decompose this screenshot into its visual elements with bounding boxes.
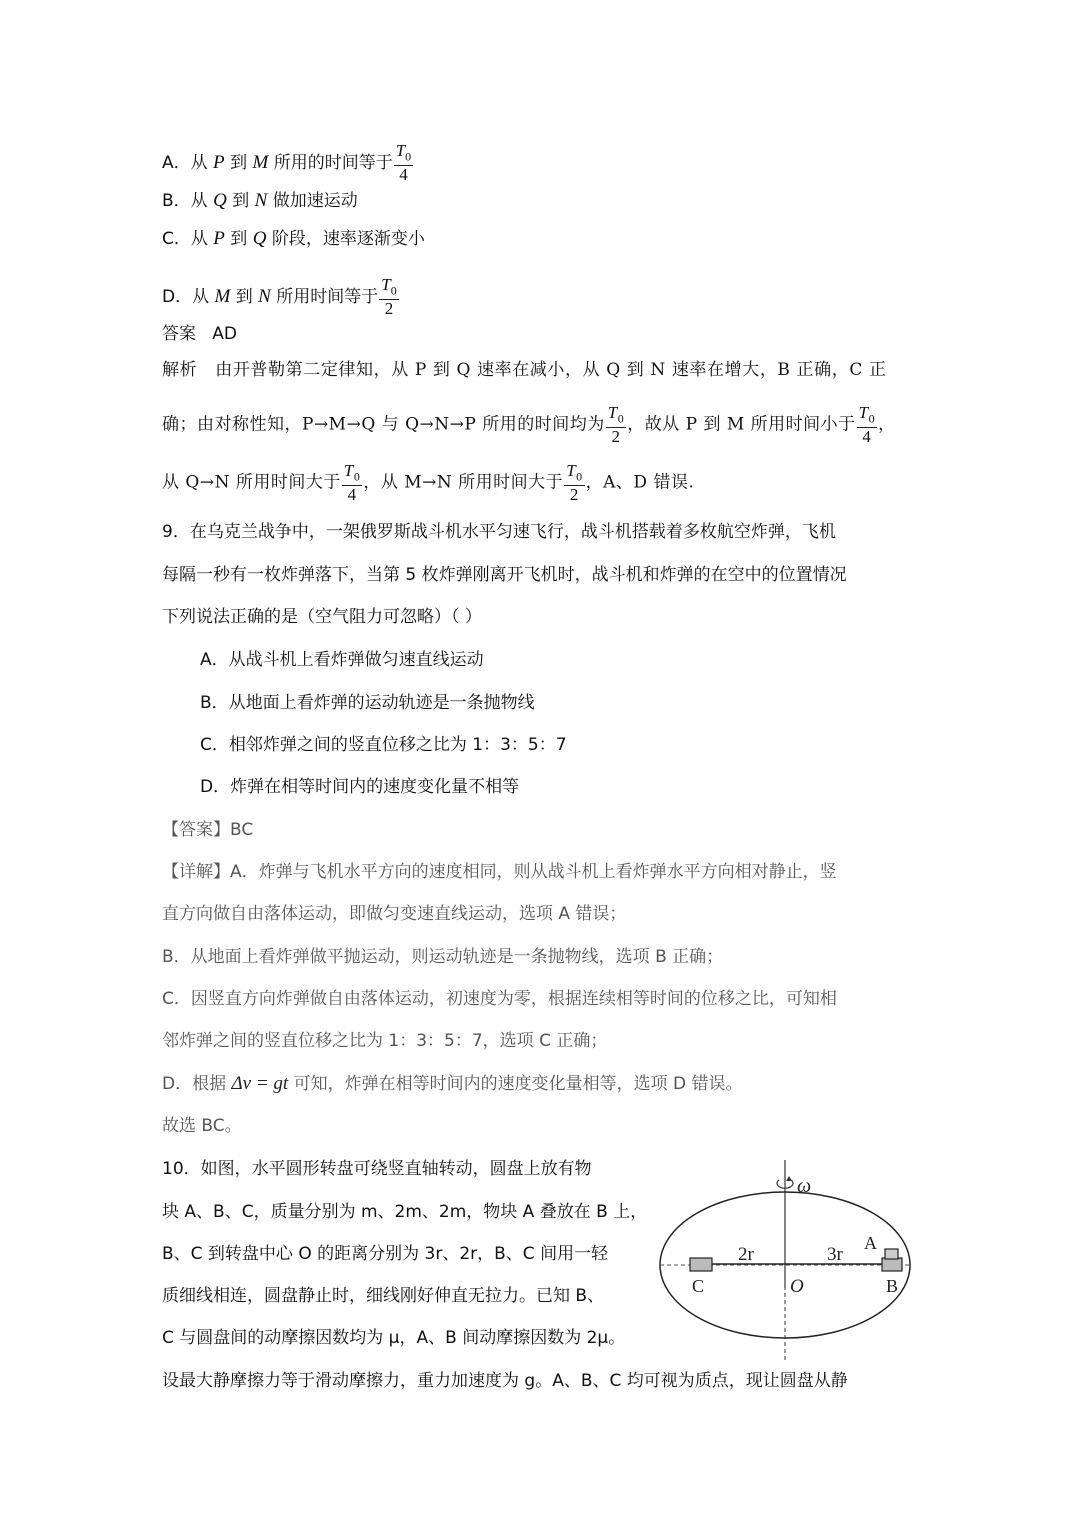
fraction: $\frac{T_0}{4}$ [395, 141, 412, 185]
q9-detail-line1: 【详解】A．炸弹与飞机水平方向的速度相同，则从战斗机上看炸弹水平方向相对静止，竖 [162, 862, 837, 882]
q9-detail-line6: D．根据 Δv = gt 可知，炸弹在相等时间内的速度变化量相等，选项 D 错误。 [162, 1073, 743, 1094]
q9-detail-line3: B．从地面上看炸弹做平抛运动，则运动轨迹是一条抛物线，选项 B 正确； [162, 947, 724, 967]
label-o: O [790, 1276, 804, 1297]
q10-line2: 块 A、B、C，质量分别为 m、2m、2m，物块 A 叠放在 B 上， [162, 1202, 648, 1222]
q8-analysis-line2: 确；由对称性知，P→M→Q 与 Q→N→P 所用的时间均为 $\frac{T_0}{2}$ ，故从 P 到 M 所用时间小于 $\frac{T_0}{4}$ ， [162, 403, 896, 447]
block-b [882, 1258, 902, 1271]
q9-option-a: A．从战斗机上看炸弹做匀速直线运动 [200, 650, 484, 670]
q8-option-a: A．从 P 到 M 所用的时间等于 $\frac{T_0}{4}$ [162, 141, 412, 185]
q8-answer: 答案 AD [162, 324, 237, 344]
q9-option-b: B．从地面上看炸弹的运动轨迹是一条抛物线 [200, 693, 535, 713]
label-a: A [864, 1233, 877, 1253]
q8-option-c: C．从 P 到 Q 阶段，速率逐渐变小 [162, 228, 425, 249]
q9-detail-line2: 直方向做自由落体运动，即做匀变速直线运动，选项 A 错误； [162, 904, 627, 924]
arrowhead-icon [786, 1176, 792, 1181]
block-c [690, 1258, 712, 1271]
q9-detail-line4: C．因竖直方向炸弹做自由落体运动，初速度为零，根据连续相等时间的位移之比，可知相 [162, 989, 837, 1009]
q9-answer: 【答案】BC [162, 820, 254, 840]
q10-line6: 设最大静摩擦力等于滑动摩擦力，重力加速度为 g。A、B、C 均可视为质点，现让圆盘从静 [162, 1371, 848, 1391]
formula: Δv = gt [231, 1073, 289, 1094]
fraction-t0-2: $\frac{T_0}{2}$ [607, 403, 625, 447]
block-a [885, 1249, 898, 1259]
q10-line4: 质细线相连，圆盘静止时，细线刚好伸直无拉力。已知 B、 [162, 1286, 605, 1306]
label-b: B [886, 1276, 899, 1296]
distance-3r-label: 3r [827, 1244, 843, 1265]
q9-conclusion: 故选 BC。 [162, 1116, 242, 1136]
distance-2r-label: 2r [738, 1244, 754, 1265]
fraction-t0-4: $\frac{T_0}{4}$ [343, 461, 361, 505]
q8-option-d: D．从 M 到 N 所用时间等于 $\frac{T_0}{2}$ [162, 275, 397, 319]
q9-stem-line1: 9．在乌克兰战争中，一架俄罗斯战斗机水平匀速飞行，战斗机搭载着多枚航空炸弹，飞机 [162, 522, 836, 542]
fraction-t0-2: $\frac{T_0}{2}$ [566, 461, 583, 505]
label-c: C [692, 1276, 705, 1296]
omega-label: ω [797, 1175, 812, 1197]
turntable-diagram [650, 1160, 920, 1360]
q9-detail-line5: 邻炸弹之间的竖直位移之比为 1：3：5：7，选项 C 正确； [162, 1031, 608, 1051]
fraction: $\frac{T_0}{2}$ [381, 275, 397, 319]
q10-line3: B、C 到转盘中心 O 的距离分别为 3r、2r，B、C 间用一轻 [162, 1244, 609, 1264]
q8-analysis-line3: 从 Q→N 所用时间大于 $\frac{T_0}{4}$ ，从 M→N 所用时间大于 $\frac{T_0}{2}$ ，A、D 错误. [162, 461, 695, 505]
q8-analysis-line1: 解析 由开普勒第二定律知，从 P 到 Q 速率在减小，从 Q 到 N 速率在增大，B 正确，C 正 [162, 360, 887, 380]
q8-option-b: B．从 Q 到 N 做加速运动 [162, 190, 358, 211]
q9-option-d: D．炸弹在相等时间内的速度变化量不相等 [200, 777, 520, 797]
q10-line1: 10．如图，水平圆形转盘可绕竖直轴转动，圆盘上放有物 [162, 1159, 592, 1179]
q9-stem-line3: 下列说法正确的是（空气阻力可忽略）（ ） [162, 607, 482, 627]
q10-line5: C 与圆盘间的动摩擦因数均为 μ，A、B 间动摩擦因数为 2μ。 [162, 1328, 626, 1348]
q9-stem-line2: 每隔一秒有一枚炸弹落下，当第 5 枚炸弹刚离开飞机时，战斗机和炸弹的在空中的位置情况 [162, 565, 847, 585]
fraction-t0-4: $\frac{T_0}{4}$ [858, 403, 876, 447]
q9-option-c: C．相邻炸弹之间的竖直位移之比为 1：3：5：7 [200, 735, 567, 755]
